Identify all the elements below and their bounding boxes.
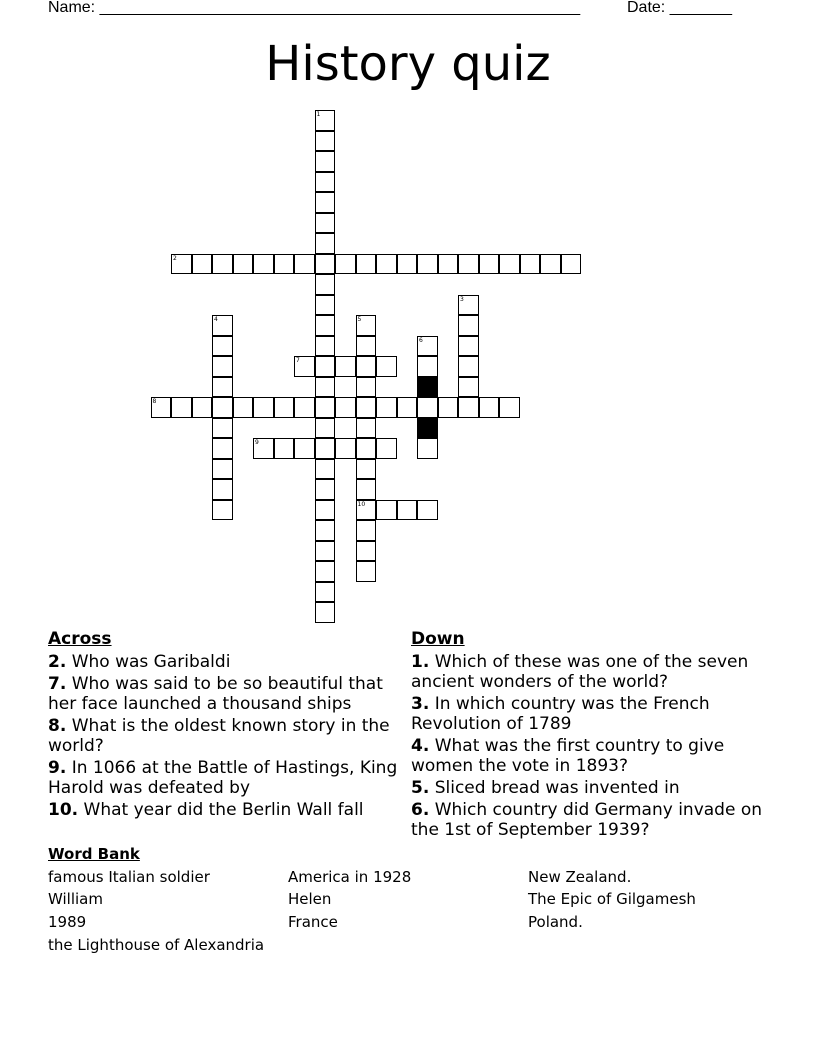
- crossword-cell[interactable]: [458, 356, 479, 377]
- crossword-cell[interactable]: [356, 254, 377, 275]
- crossword-cell[interactable]: [335, 356, 356, 377]
- crossword-cell[interactable]: [376, 254, 397, 275]
- crossword-cell[interactable]: [376, 500, 397, 521]
- word-bank-item: 1989: [48, 913, 87, 931]
- crossword-cell[interactable]: [417, 336, 438, 357]
- crossword-cell[interactable]: [561, 254, 582, 275]
- crossword-cell[interactable]: [315, 438, 336, 459]
- crossword-cell[interactable]: [376, 438, 397, 459]
- crossword-cell[interactable]: [438, 397, 459, 418]
- clue-number: 9: [255, 439, 259, 446]
- word-bank-item: the Lighthouse of Alexandria: [48, 936, 265, 954]
- date-field[interactable]: Date: _______: [627, 0, 732, 16]
- crossword-cell[interactable]: [192, 254, 213, 275]
- crossword-cell[interactable]: [356, 459, 377, 480]
- blocked-cell: [417, 418, 438, 439]
- crossword-cell[interactable]: [417, 438, 438, 459]
- crossword-cell[interactable]: [356, 397, 377, 418]
- crossword-cell[interactable]: [356, 541, 377, 562]
- crossword-cell[interactable]: [356, 418, 377, 439]
- crossword-cell[interactable]: [315, 356, 336, 377]
- crossword-cell[interactable]: [417, 254, 438, 275]
- clue-number: 5: [357, 316, 362, 323]
- crossword-cell[interactable]: [397, 254, 418, 275]
- crossword-cell[interactable]: [315, 151, 336, 172]
- across-heading: Across: [48, 629, 112, 649]
- across-clue-9: 9. In 1066 at the Battle of Hastings, King Harold was defeated by: [48, 758, 398, 798]
- crossword-cell[interactable]: [397, 397, 418, 418]
- crossword-cell[interactable]: [315, 561, 336, 582]
- crossword-cell[interactable]: [212, 479, 233, 500]
- crossword-cell[interactable]: [274, 438, 295, 459]
- crossword-cell[interactable]: [458, 254, 479, 275]
- crossword-cell[interactable]: [315, 315, 336, 336]
- crossword-cell[interactable]: [212, 336, 233, 357]
- crossword-cell[interactable]: [212, 315, 233, 336]
- clue-number: 7: [296, 357, 300, 364]
- crossword-cell[interactable]: [315, 213, 336, 234]
- crossword-cell[interactable]: [356, 479, 377, 500]
- crossword-cell[interactable]: [499, 254, 520, 275]
- crossword-cell[interactable]: [356, 438, 377, 459]
- crossword-cell[interactable]: [315, 377, 336, 398]
- crossword-cell[interactable]: [315, 110, 336, 131]
- crossword-cell[interactable]: [417, 500, 438, 521]
- across-clue-10: 10. What year did the Berlin Wall fall: [48, 800, 364, 820]
- clue-number: 6: [419, 336, 423, 344]
- across-clue-2: 2. Who was Garibaldi: [48, 652, 231, 672]
- crossword-cell[interactable]: [458, 295, 479, 316]
- across-clue-8: 8. What is the oldest known story in the world?: [48, 716, 390, 756]
- crossword-cell[interactable]: [315, 254, 336, 275]
- crossword-cell[interactable]: [171, 254, 192, 275]
- name-field[interactable]: Name: ______________________________________________________: [48, 0, 581, 16]
- down-clue-1: 1. Which of these was one of the seven ancient wonders of the world?: [411, 652, 749, 692]
- across-clues: [48, 629, 408, 822]
- crossword-cell[interactable]: [356, 315, 377, 336]
- crossword-cell[interactable]: [171, 397, 192, 418]
- crossword-cell[interactable]: [520, 254, 541, 275]
- clue-number: 10: [357, 500, 366, 508]
- clue-number: 3: [460, 295, 464, 303]
- word-bank-item: famous Italian soldier: [48, 868, 210, 886]
- word-bank-item: Poland.: [528, 913, 583, 931]
- down-clue-6: 6. Which country did Germany invade on the 1st of September 1939?: [411, 800, 763, 840]
- word-bank-item: The Epic of Gilgamesh: [528, 890, 696, 908]
- clue-number: 1: [316, 111, 321, 118]
- word-bank-item: William: [48, 890, 103, 908]
- clue-number: 4: [214, 316, 218, 323]
- crossword-cell[interactable]: [356, 500, 377, 521]
- down-clue-5: 5. Sliced bread was invented in: [411, 778, 680, 798]
- crossword-cell[interactable]: [397, 500, 418, 521]
- crossword-cell[interactable]: [253, 438, 274, 459]
- crossword-cell[interactable]: [233, 397, 254, 418]
- crossword-cell[interactable]: [151, 397, 172, 418]
- down-clue-4: 4. What was the first country to give women the vote in 1893?: [411, 736, 725, 776]
- crossword-cell[interactable]: [294, 254, 315, 275]
- crossword-cell[interactable]: [458, 336, 479, 357]
- crossword-cell[interactable]: [315, 295, 336, 316]
- crossword-cell[interactable]: [212, 418, 233, 439]
- crossword-cell[interactable]: [479, 397, 500, 418]
- down-heading: Down: [411, 629, 465, 649]
- down-clues: [411, 629, 771, 842]
- crossword-cell[interactable]: [499, 397, 520, 418]
- crossword-cell[interactable]: [212, 377, 233, 398]
- word-bank-item: Helen: [288, 890, 332, 908]
- clue-number: 8: [152, 398, 157, 405]
- crossword-cell[interactable]: [315, 233, 336, 254]
- crossword-cell[interactable]: [458, 377, 479, 398]
- crossword-cell[interactable]: [212, 397, 233, 418]
- crossword-cell[interactable]: [233, 254, 254, 275]
- crossword-cell[interactable]: [438, 254, 459, 275]
- crossword-cell[interactable]: [315, 541, 336, 562]
- crossword-cell[interactable]: [458, 397, 479, 418]
- crossword-cell[interactable]: [212, 459, 233, 480]
- crossword-cell[interactable]: [315, 520, 336, 541]
- crossword-cell[interactable]: [253, 254, 274, 275]
- crossword-cell[interactable]: [315, 418, 336, 439]
- crossword-cell[interactable]: [294, 397, 315, 418]
- crossword-cell[interactable]: [376, 397, 397, 418]
- clue-number: 2: [173, 254, 177, 262]
- crossword-cell[interactable]: [315, 500, 336, 521]
- page-title: History quiz: [265, 36, 551, 92]
- crossword-cell[interactable]: [356, 377, 377, 398]
- crossword-cell[interactable]: [274, 254, 295, 275]
- crossword-cell[interactable]: [479, 254, 500, 275]
- crossword-cell[interactable]: [356, 520, 377, 541]
- crossword-cell[interactable]: [294, 356, 315, 377]
- crossword-cell[interactable]: [315, 131, 336, 152]
- crossword-cell[interactable]: [253, 397, 274, 418]
- crossword-cell[interactable]: [212, 500, 233, 521]
- crossword-cell[interactable]: [274, 397, 295, 418]
- crossword-cell[interactable]: [315, 479, 336, 500]
- across-clue-7: 7. Who was said to be so beautiful that her face launched a thousand ships: [48, 674, 383, 714]
- crossword-cell[interactable]: [356, 336, 377, 357]
- crossword-cell[interactable]: [335, 397, 356, 418]
- blocked-cell: [417, 377, 438, 398]
- crossword-cell[interactable]: [540, 254, 561, 275]
- crossword-cell[interactable]: [315, 274, 336, 295]
- crossword-cell[interactable]: [315, 336, 336, 357]
- crossword-cell[interactable]: [335, 254, 356, 275]
- crossword-cell[interactable]: [376, 356, 397, 377]
- word-bank-title: Word Bank: [48, 845, 140, 863]
- word-bank-item: New Zealand.: [528, 868, 632, 886]
- crossword-cell[interactable]: [417, 356, 438, 377]
- crossword-cell[interactable]: [315, 172, 336, 193]
- crossword-cell[interactable]: [315, 459, 336, 480]
- crossword-cell[interactable]: [458, 315, 479, 336]
- crossword-cell[interactable]: [315, 602, 336, 623]
- crossword-cell[interactable]: [315, 582, 336, 603]
- crossword-cell[interactable]: [294, 438, 315, 459]
- crossword-cell[interactable]: [356, 356, 377, 377]
- crossword-cell[interactable]: [212, 438, 233, 459]
- crossword-cell[interactable]: [335, 438, 356, 459]
- down-clue-3: 3. In which country was the French Revolution of 1789: [411, 694, 710, 734]
- crossword-cell[interactable]: [315, 192, 336, 213]
- crossword-cell[interactable]: [212, 254, 233, 275]
- word-bank-item: France: [288, 913, 338, 931]
- crossword-cell[interactable]: [212, 356, 233, 377]
- crossword-cell[interactable]: [356, 561, 377, 582]
- crossword-cell[interactable]: [417, 397, 438, 418]
- crossword-cell[interactable]: [192, 397, 213, 418]
- crossword-cell[interactable]: [315, 397, 336, 418]
- word-bank-item: America in 1928: [288, 868, 412, 886]
